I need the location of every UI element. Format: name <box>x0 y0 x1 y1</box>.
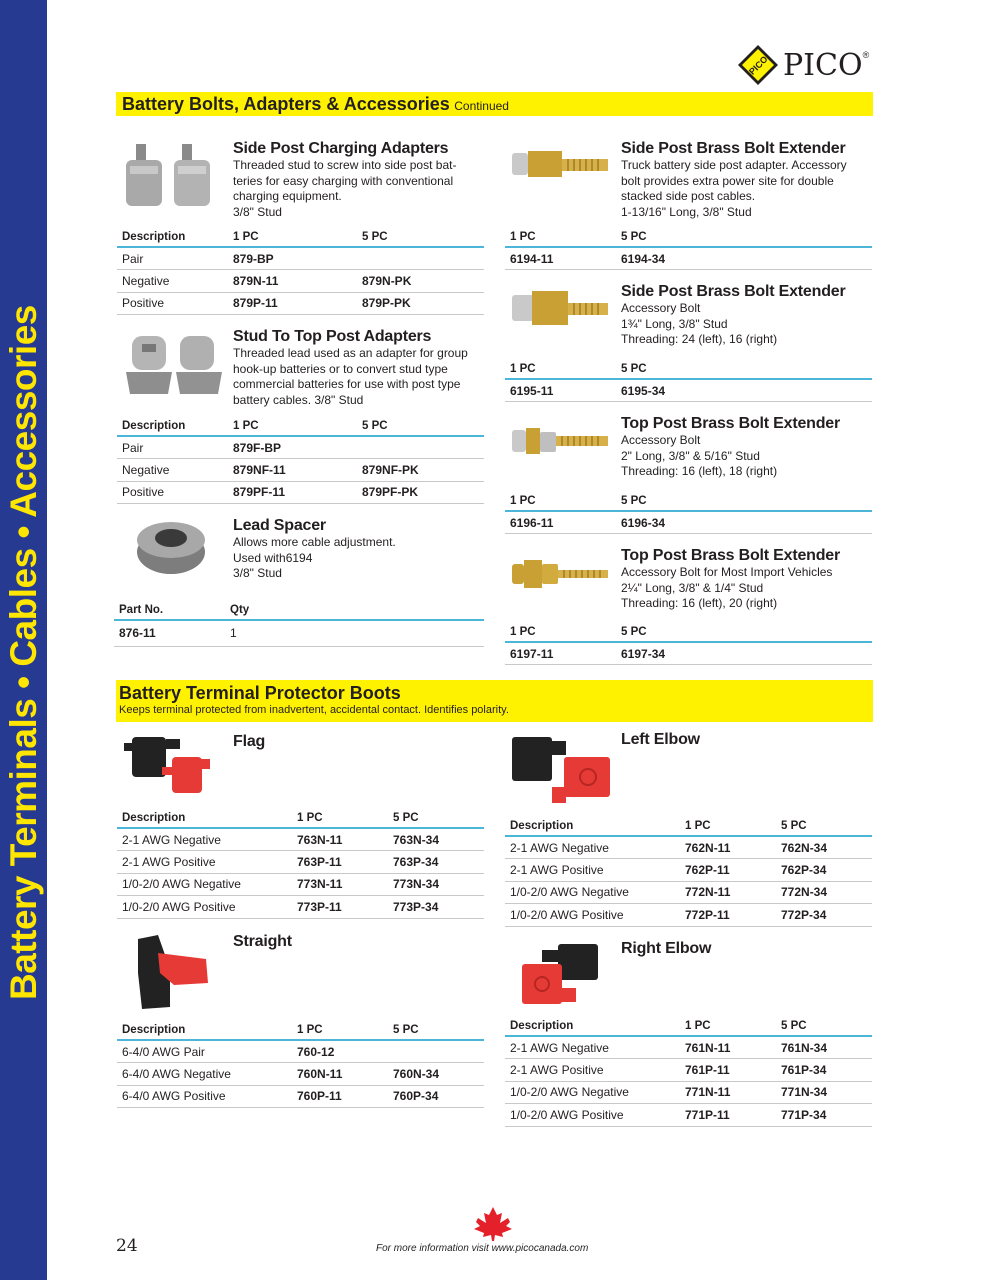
cell-qty: 1 <box>225 620 484 646</box>
col-header: 1 PC <box>505 359 616 379</box>
col-header: 5 PC <box>776 1016 872 1036</box>
cell-description: 1/0-2/0 AWG Negative <box>117 873 292 896</box>
cell-part: 879-BP <box>228 247 357 270</box>
logo-badge-text: PICO <box>747 54 770 77</box>
product-title: Stud To Top Post Adapters <box>233 328 432 345</box>
section-title: Battery Bolts, Adapters & Accessories <box>122 94 450 114</box>
cell-part: 772N-34 <box>776 881 872 904</box>
product-line: 1¾" Long, 3/8" Stud <box>621 316 728 331</box>
cell-part: 760-12 <box>292 1040 388 1063</box>
col-header: 5 PC <box>357 227 484 247</box>
table-row <box>117 436 484 459</box>
cell-part: 761N-34 <box>776 1036 872 1059</box>
col-header: Description <box>117 808 292 828</box>
product-stud-to-top-post-adapters <box>233 328 483 408</box>
cell-part: 6197-34 <box>616 642 872 665</box>
footer-note: For more information visit www.picocanada.com <box>376 1243 589 1254</box>
product-top-post-brass-bolt-6197 <box>621 547 871 612</box>
table-row <box>505 247 872 270</box>
table-lead-spacer <box>114 600 484 647</box>
product-line: Threaded stud to screw into side post bat- <box>233 158 457 172</box>
cell-part: 761P-34 <box>776 1059 872 1082</box>
cell-description: Positive <box>117 292 228 315</box>
product-title: Side Post Charging Adapters <box>233 140 449 157</box>
cell-description: 2-1 AWG Negative <box>117 828 292 851</box>
table-left-elbow-boots <box>505 816 872 927</box>
table-row <box>505 1059 872 1082</box>
cell-part: 6197-11 <box>505 642 616 665</box>
cell-part: 762P-11 <box>680 859 776 882</box>
side-post-brass-bolt-6195-image <box>510 285 610 345</box>
page-number: 24 <box>116 1236 138 1256</box>
col-header: 5 PC <box>616 359 872 379</box>
table-row <box>505 1081 872 1104</box>
product-line: commercial batteries for use with post type <box>233 377 461 391</box>
table-stud-to-top-post-adapters <box>117 416 484 504</box>
table-row <box>505 904 872 927</box>
cell-part: 762N-34 <box>776 836 872 859</box>
col-header: 5 PC <box>388 808 484 828</box>
cell-part: 879PF-11 <box>228 481 357 504</box>
col-header: 1 PC <box>292 1020 388 1040</box>
col-header: 5 PC <box>357 416 484 436</box>
product-line: Truck battery side post adapter. Accessory <box>621 158 847 172</box>
cell-part: 6196-11 <box>505 511 616 534</box>
pico-diamond-icon <box>737 44 779 86</box>
col-header: Description <box>117 416 228 436</box>
product-line: hook-up batteries or to convert stud type <box>233 361 448 376</box>
cell-part: 771N-11 <box>680 1081 776 1104</box>
col-header: 1 PC <box>228 227 357 247</box>
product-title: Left Elbow <box>621 731 700 748</box>
cell-part: 879P-PK <box>357 292 484 315</box>
cell-description: 2-1 AWG Positive <box>505 859 680 882</box>
cell-part: 879N-11 <box>228 270 357 293</box>
cell-part: 772P-34 <box>776 904 872 927</box>
cell-part: 763N-34 <box>388 828 484 851</box>
col-header: Description <box>505 816 680 836</box>
product-line: bolt provides extra power site for double <box>621 173 834 188</box>
cell-part: 772N-11 <box>680 881 776 904</box>
product-title: Top Post Brass Bolt Extender <box>621 415 841 432</box>
cell-part: 773P-11 <box>292 896 388 919</box>
col-header: Qty <box>225 600 484 620</box>
product-left-elbow <box>621 731 700 749</box>
product-line: teries for easy charging with conventional <box>233 173 454 188</box>
product-straight <box>233 933 292 951</box>
table-right-elbow-boots <box>505 1016 872 1127</box>
col-header: Description <box>505 1016 680 1036</box>
product-line: stacked side post cables. <box>621 189 756 203</box>
cell-part: 772P-11 <box>680 904 776 927</box>
col-header: 5 PC <box>616 491 872 511</box>
product-side-post-brass-bolt-6194 <box>621 140 871 220</box>
table-6195 <box>505 359 872 402</box>
top-post-brass-bolt-6197-image <box>510 552 610 612</box>
table-6194 <box>505 227 872 270</box>
cell-part: 6195-11 <box>505 379 616 402</box>
sidebar-title: Battery Terminals • Cables • Accessories <box>2 305 44 1000</box>
table-row <box>117 459 484 482</box>
col-header: Description <box>117 227 228 247</box>
table-row <box>117 292 484 315</box>
product-title: Right Elbow <box>621 940 712 957</box>
left-elbow-boot-image <box>508 733 614 811</box>
side-post-adapter-image <box>122 140 218 215</box>
table-row <box>505 379 872 402</box>
col-header: 1 PC <box>505 491 616 511</box>
cell-part: 879NF-11 <box>228 459 357 482</box>
product-right-elbow <box>621 940 711 958</box>
cell-description: 6-4/0 AWG Positive <box>117 1085 292 1108</box>
table-row <box>117 1040 484 1063</box>
cell-description: Negative <box>117 270 228 293</box>
table-row <box>117 873 484 896</box>
cell-description: 1/0-2/0 AWG Negative <box>505 881 680 904</box>
right-elbow-boot-image <box>512 940 612 1010</box>
table-row <box>505 1036 872 1059</box>
table-6197 <box>505 622 872 665</box>
col-header: Description <box>117 1020 292 1040</box>
cell-description: 1/0-2/0 AWG Positive <box>505 904 680 927</box>
section-title: Battery Terminal Protector Boots <box>119 683 401 703</box>
product-line: 1-13/16" Long, 3/8" Stud <box>621 204 752 219</box>
cell-part <box>388 1040 484 1063</box>
cell-part: 771N-34 <box>776 1081 872 1104</box>
product-line: Accessory Bolt for Most Import Vehicles <box>621 565 833 579</box>
cell-description: Positive <box>117 481 228 504</box>
cell-part: 6195-34 <box>616 379 872 402</box>
table-row <box>117 1063 484 1086</box>
product-title: Side Post Brass Bolt Extender <box>621 140 846 157</box>
product-line: 3/8" Stud <box>233 566 282 580</box>
sidebar <box>0 0 47 1280</box>
cell-part: 6194-34 <box>616 247 872 270</box>
section-continued: Continued <box>454 99 509 113</box>
table-6196 <box>505 491 872 534</box>
cell-part: 879F-BP <box>228 436 357 459</box>
col-header: 5 PC <box>388 1020 484 1040</box>
col-header: 1 PC <box>292 808 388 828</box>
lead-spacer-image <box>134 516 208 578</box>
cell-part <box>357 436 484 459</box>
section-subtitle: Keeps terminal protected from inadvertent, accidental contact. Identifies polarity. <box>119 704 509 716</box>
col-header: 1 PC <box>505 622 616 642</box>
cell-part: 771P-34 <box>776 1104 872 1127</box>
cell-part: 760P-11 <box>292 1085 388 1108</box>
product-line: Threaded lead used as an adapter for group <box>233 346 468 360</box>
product-side-post-brass-bolt-6195 <box>621 283 871 348</box>
cell-description: 2-1 AWG Positive <box>505 1059 680 1082</box>
col-header: 1 PC <box>680 1016 776 1036</box>
table-row <box>117 851 484 874</box>
product-title: Lead Spacer <box>233 517 326 534</box>
cell-description: 2-1 AWG Negative <box>505 836 680 859</box>
table-row <box>114 620 484 646</box>
pico-logo <box>737 44 869 86</box>
product-line: Threading: 16 (left), 20 (right) <box>621 596 778 610</box>
table-row <box>117 481 484 504</box>
table-straight-boots <box>117 1020 484 1108</box>
table-row <box>117 270 484 293</box>
product-top-post-brass-bolt-6196 <box>621 415 871 480</box>
cell-part: 773N-11 <box>292 873 388 896</box>
product-lead-spacer <box>233 517 483 582</box>
cell-description: 6-4/0 AWG Pair <box>117 1040 292 1063</box>
table-flag-boots <box>117 808 484 919</box>
table-side-post-charging-adapters <box>117 227 484 315</box>
cell-part: 763P-34 <box>388 851 484 874</box>
cell-part: 771P-11 <box>680 1104 776 1127</box>
col-header: 1 PC <box>228 416 357 436</box>
product-line: Allows more cable adjustment. <box>233 535 396 549</box>
table-row <box>505 511 872 534</box>
product-side-post-charging-adapters <box>233 140 483 220</box>
side-post-brass-bolt-6194-image <box>510 143 610 203</box>
col-header: 5 PC <box>616 622 872 642</box>
logo-wordmark: PICO <box>783 47 863 83</box>
product-title: Top Post Brass Bolt Extender <box>621 547 841 564</box>
table-row <box>117 247 484 270</box>
product-line: Used with6194 <box>233 550 313 565</box>
cell-part: 760N-11 <box>292 1063 388 1086</box>
product-line: battery cables. 3/8" Stud <box>233 392 364 407</box>
table-row <box>505 836 872 859</box>
product-line: Threading: 24 (left), 16 (right) <box>621 332 778 346</box>
cell-description: Pair <box>117 436 228 459</box>
cell-part: 773N-34 <box>388 873 484 896</box>
cell-description: 1/0-2/0 AWG Positive <box>117 896 292 919</box>
product-title: Side Post Brass Bolt Extender <box>621 283 846 300</box>
cell-part: 879P-11 <box>228 292 357 315</box>
cell-part: 6196-34 <box>616 511 872 534</box>
table-row <box>117 1085 484 1108</box>
cell-part: 762N-11 <box>680 836 776 859</box>
cell-part: 773P-34 <box>388 896 484 919</box>
cell-part: 763N-11 <box>292 828 388 851</box>
cell-part: 760P-34 <box>388 1085 484 1108</box>
table-row <box>117 896 484 919</box>
table-row <box>505 642 872 665</box>
col-header: 1 PC <box>680 816 776 836</box>
cell-description: 1/0-2/0 AWG Negative <box>505 1081 680 1104</box>
cell-part: 761N-11 <box>680 1036 776 1059</box>
cell-description: 2-1 AWG Positive <box>117 851 292 874</box>
cell-part <box>357 247 484 270</box>
cell-part: 762P-34 <box>776 859 872 882</box>
cell-part: 879PF-PK <box>357 481 484 504</box>
cell-part: 879N-PK <box>357 270 484 293</box>
product-title: Flag <box>233 733 266 750</box>
straight-boot-image <box>130 933 212 1013</box>
product-line: Threading: 16 (left), 18 (right) <box>621 464 778 478</box>
cell-description: Negative <box>117 459 228 482</box>
product-line: charging equipment. <box>233 189 342 203</box>
top-post-brass-bolt-6196-image <box>510 420 610 480</box>
section-header-boots <box>116 680 873 722</box>
product-line: 3/8" Stud <box>233 204 282 219</box>
cell-description: 2-1 AWG Negative <box>505 1036 680 1059</box>
cell-part: 763P-11 <box>292 851 388 874</box>
product-line: Accessory Bolt <box>621 301 701 315</box>
product-flag <box>233 733 265 751</box>
cell-description: 6-4/0 AWG Negative <box>117 1063 292 1086</box>
maple-leaf-icon <box>472 1206 514 1242</box>
section-header-bolts <box>116 92 873 116</box>
col-header: 1 PC <box>505 227 616 247</box>
table-row <box>117 828 484 851</box>
product-line: Accessory Bolt <box>621 433 701 447</box>
cell-description: 1/0-2/0 AWG Positive <box>505 1104 680 1127</box>
cell-part: 879NF-PK <box>357 459 484 482</box>
table-row <box>505 881 872 904</box>
logo-registered: ® <box>862 50 870 60</box>
col-header: 5 PC <box>616 227 872 247</box>
table-row <box>505 1104 872 1127</box>
stud-top-post-adapter-image <box>124 330 224 400</box>
product-line: 2" Long, 3/8" & 5/16" Stud <box>621 448 760 463</box>
cell-part: 6194-11 <box>505 247 616 270</box>
flag-boot-image <box>122 733 212 799</box>
table-row <box>505 859 872 882</box>
col-header: 5 PC <box>776 816 872 836</box>
product-line: 2¼" Long, 3/8" & 1/4" Stud <box>621 580 764 595</box>
col-header: Part No. <box>114 600 225 620</box>
cell-part: 876-11 <box>114 620 225 646</box>
cell-part: 760N-34 <box>388 1063 484 1086</box>
product-title: Straight <box>233 933 292 950</box>
cell-description: Pair <box>117 247 228 270</box>
cell-part: 761P-11 <box>680 1059 776 1082</box>
